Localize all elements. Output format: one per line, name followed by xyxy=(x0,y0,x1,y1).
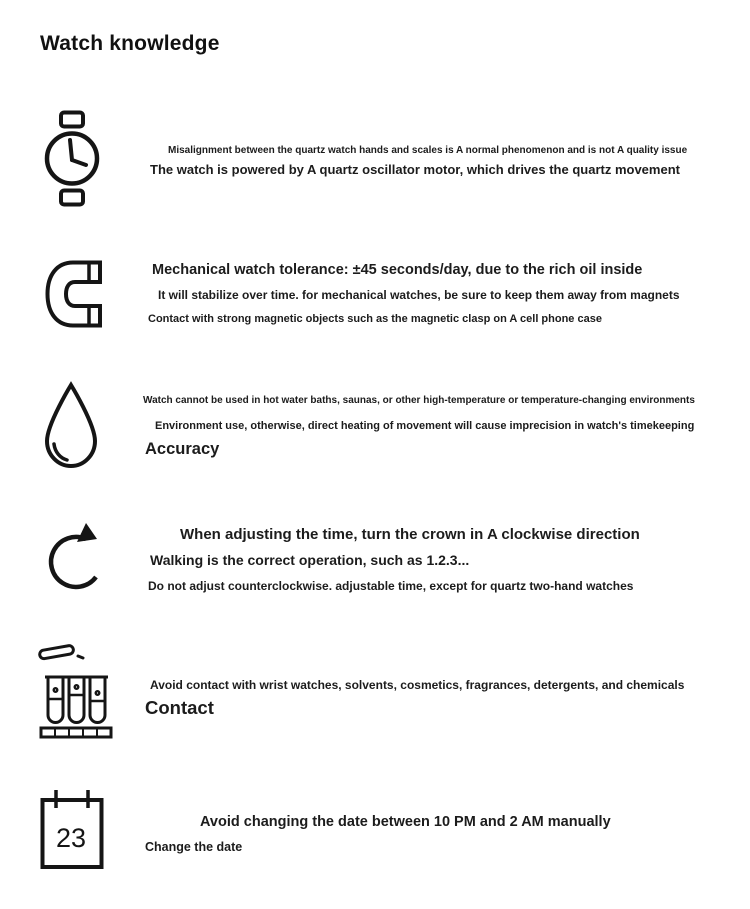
accuracy-heading: Accuracy xyxy=(145,440,220,458)
test-tubes-icon xyxy=(38,643,114,739)
quartz-note-text: Misalignment between the quartz watch hands and scales is A normal phenomenon and is not A quality issue xyxy=(168,145,688,156)
magnet-stabilize-text: It will stabilize over time. for mechanical watches, be sure to keep them away from magnets xyxy=(158,288,680,302)
page-title: Watch knowledge xyxy=(40,32,220,55)
calendar-date-number: 23 xyxy=(55,823,87,853)
date-warning-text: Avoid changing the date between 10 PM and 2 AM manually xyxy=(200,814,611,830)
date-heading: Change the date xyxy=(145,840,243,854)
crown-warning-text: Do not adjust counterclockwise. adjustable time, except for quartz two-hand watches xyxy=(148,579,634,593)
watch-icon xyxy=(44,110,100,207)
water-drop-icon xyxy=(42,381,100,470)
magnet-tolerance-text: Mechanical watch tolerance: ±45 seconds/day, due to the rich oil inside xyxy=(152,262,643,278)
chemical-warning-text: Avoid contact with wrist watches, solvents, cosmetics, fragrances, detergents, and chemicals xyxy=(150,678,685,692)
rotate-arrow-icon xyxy=(44,522,106,595)
magnet-icon xyxy=(44,259,104,329)
quartz-main-text: The watch is powered by A quartz oscillator motor, which drives the quartz movement xyxy=(150,162,680,177)
contact-heading: Contact xyxy=(145,697,214,718)
crown-operation-text: Walking is the correct operation, such as 1.2.3... xyxy=(150,552,470,568)
temperature-warning-text: Watch cannot be used in hot water baths, saunas, or other high-temperature or temperature-changing environments xyxy=(143,395,695,406)
magnet-contact-text: Contact with strong magnetic objects such as the magnetic clasp on A cell phone case xyxy=(148,313,602,325)
calendar-icon xyxy=(40,787,104,870)
temperature-detail-text: Environment use, otherwise, direct heating of movement will cause imprecision in watch's timekeeping xyxy=(155,420,695,432)
crown-clockwise-text: When adjusting the time, turn the crown in A clockwise direction xyxy=(180,526,640,543)
